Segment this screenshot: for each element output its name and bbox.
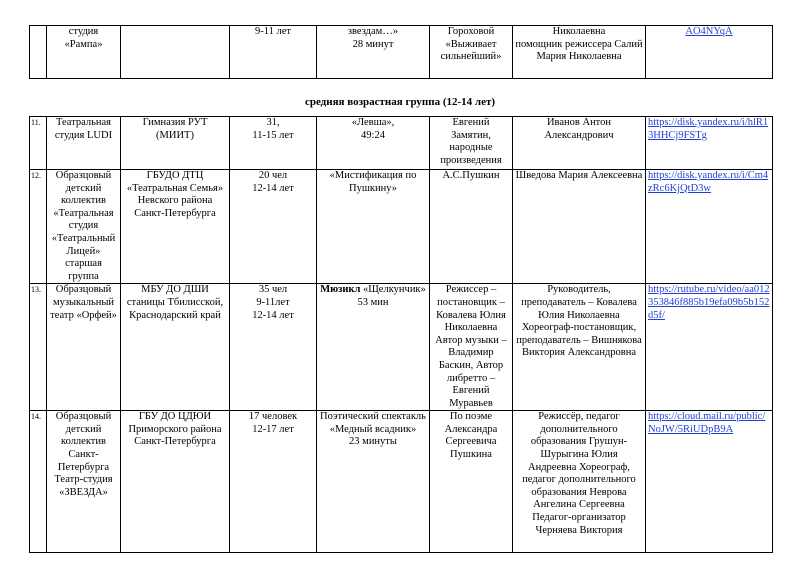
video-link[interactable]: AO4NYqA <box>685 26 733 37</box>
director: Шведова Мария Алексеевна <box>513 170 646 284</box>
video-link[interactable]: https://disk.yandex.ru/i/Cm4zRc6KjQtD3w <box>648 170 769 194</box>
participants: 17 человек 12-17 лет <box>230 411 317 553</box>
section-title: средняя возрастная группа (12-14 лет) <box>304 96 496 108</box>
institution: Гимназия РУТ (МИИТ) <box>121 117 230 170</box>
table-row <box>30 170 773 284</box>
table-row <box>30 411 773 553</box>
performance: «Левша», 49:24 <box>317 117 430 170</box>
director: Иванов Антон Александрович <box>513 117 646 170</box>
author: Гороховой «Выживает сильнейший» <box>430 26 513 79</box>
institution: МБУ ДО ДШИ станицы Тбилисской, Краснодарский край <box>121 284 230 411</box>
video-link[interactable]: https://cloud.mail.ru/public/NoJW/5RiUDpB9A <box>648 411 766 435</box>
table-row <box>30 117 773 170</box>
director: Режиссёр, педагог дополнительного образования Грушун-Шурыгина Юлия Андреевна Хореограф, педагог дополнительного образования Неврова Ангелина Сергеевна Педагог-организатор Черняева Виктория <box>513 411 646 553</box>
director: Николаевна помощник режиссера Салий Мария Николаевна <box>513 26 646 79</box>
table-row <box>30 26 773 79</box>
participants: 35 чел 9-11лет 12-14 лет <box>230 284 317 411</box>
row-number: 14. <box>30 411 47 553</box>
director: Руководитель, преподаватель – Ковалева Юлия Николаевна Хореограф-постановщик, преподаватель – Вишнякова Виктория Александровна <box>513 284 646 411</box>
collective-name: Образцовый детский коллектив «Театральная студия «Театральный Лицей» старшая группа <box>47 170 121 284</box>
row-number <box>30 26 47 79</box>
video-link[interactable]: https://rutube.ru/video/aa012353846f885b19efa09b5b152d5f/ <box>648 284 770 321</box>
collective-name: студия «Рампа» <box>47 26 121 79</box>
video-link-cell <box>646 117 773 170</box>
collective-name: Театральная студия LUDI <box>47 117 121 170</box>
video-link-cell <box>646 170 773 284</box>
row-number: 13. <box>30 284 47 411</box>
row-number: 12. <box>30 170 47 284</box>
video-link[interactable]: https://disk.yandex.ru/i/hlR13HHCj9FSTg <box>648 117 769 141</box>
participants: 9-11 лет <box>230 26 317 79</box>
participants: 31, 11-15 лет <box>230 117 317 170</box>
performance: звездам…» 28 минут <box>317 26 430 79</box>
performance: Поэтический спектакль «Медный всадник» 23 минуты <box>317 411 430 553</box>
collective-name: Образцовый детский коллектив Санкт-Петербурга Театр-студия «ЗВЕЗДА» <box>47 411 121 553</box>
performance: «Мистификация по Пушкину» <box>317 170 430 284</box>
performance-genre: Мюзикл <box>320 284 361 296</box>
institution: ГБУ ДО ЦДЮИ Приморского района Санкт-Петербурга <box>121 411 230 553</box>
author: Режиссер – постановщик – Ковалева Юлия Николаевна Автор музыки – Владимир Баскин, Автор либретто – Евгений Муравьев <box>430 284 513 411</box>
collective-name: Образцовый музыкальный театр «Орфей» <box>47 284 121 411</box>
video-link-cell <box>646 411 773 553</box>
video-link-cell <box>646 284 773 411</box>
table-row <box>30 284 773 411</box>
row-number: 11. <box>30 117 47 170</box>
participants: 20 чел 12-14 лет <box>230 170 317 284</box>
video-link-cell <box>646 26 773 79</box>
institution: ГБУДО ДТЦ «Театральная Семья» Невского района Санкт-Петербурга <box>121 170 230 284</box>
performance: Мюзикл «Щелкунчик» 53 мин <box>317 284 430 411</box>
participants-table <box>29 116 773 553</box>
continued-table <box>29 25 773 79</box>
author: Евгений Замятин, народные произведения <box>430 117 513 170</box>
author: По поэме Александра Сергеевича Пушкина <box>430 411 513 553</box>
author: А.С.Пушкин <box>430 170 513 284</box>
institution <box>121 26 230 79</box>
